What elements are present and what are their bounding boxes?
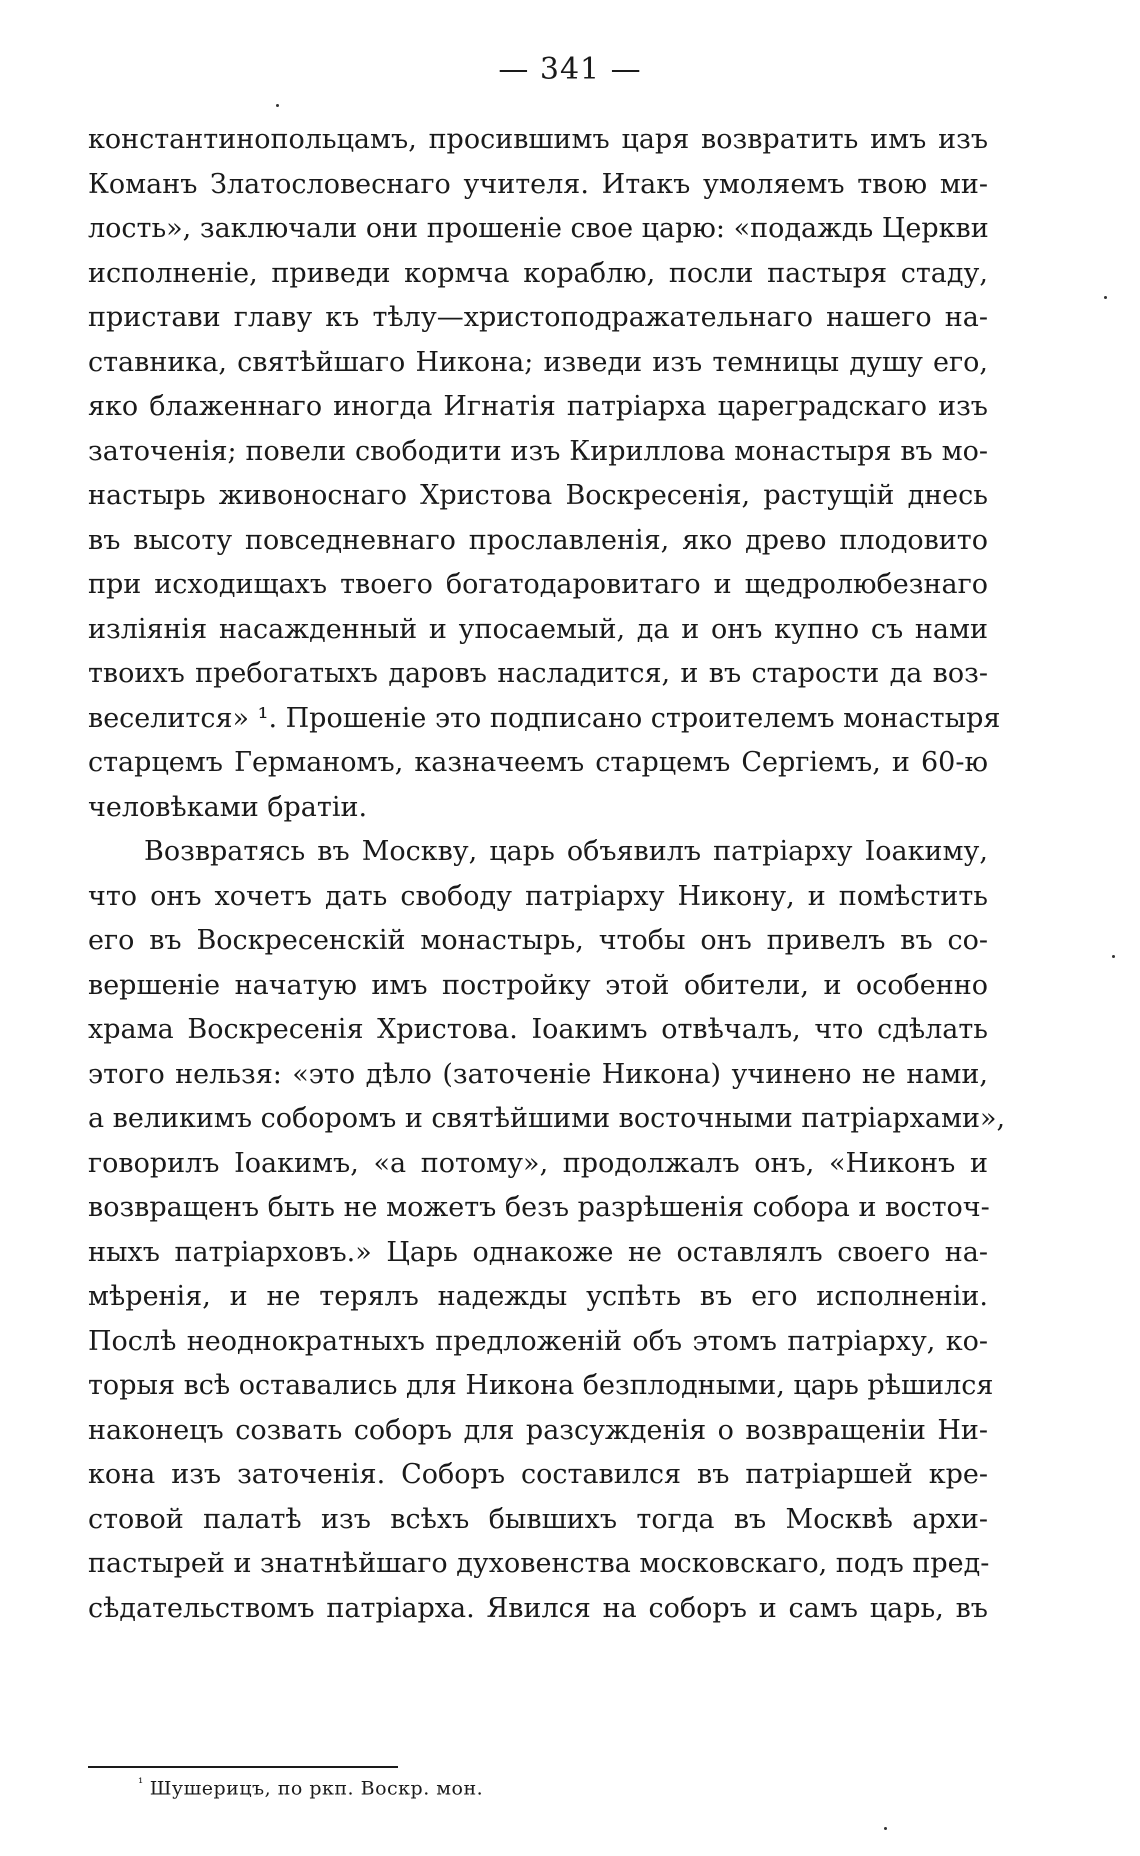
text-line: человѣками братіи. [88, 791, 368, 823]
text-line: твоихъ пребогатыхъ даровъ насладится, и въ старости да воз- [88, 658, 988, 689]
text-line: яко блаженнаго иногда Игнатія патріарха цареградскаго изъ [88, 391, 988, 422]
text-line: константинопольцамъ, просившимъ царя возвратить имъ изъ [88, 124, 988, 155]
text-line: храма Воскресенія Христова. Іоакимъ отвѣчалъ, что сдѣлать [88, 1014, 988, 1045]
text-line: говорилъ Іоакимъ, «а потому», продолжалъ онъ, «Никонъ и [88, 1147, 988, 1179]
text-line: мѣренія, и не терялъ надежды успѣть въ его исполненіи. [88, 1281, 988, 1312]
text-line: сѣдательствомъ патріарха. Явился на соборъ и самъ царь, въ [88, 1592, 988, 1624]
paragraph-2 [88, 830, 1006, 1631]
text-line: торыя всѣ оставались для Никона безплодными, царь рѣшился [88, 1370, 994, 1401]
text-line: веселится» ¹. Прошеніе это подписано строителемъ монастыря [88, 702, 1001, 734]
scan-speck [276, 104, 279, 107]
text-line: возвращенъ быть не можетъ безъ разрѣшенія собора и восточ- [88, 1192, 990, 1223]
footnote-text: Шушерицъ, по ркп. Воскр. мон. [149, 1777, 484, 1800]
footnote-marker: ¹ [138, 1776, 144, 1791]
text-line: при исходищахъ твоего богатодаровитаго и щедролюбезнаго [88, 569, 988, 600]
text-line: старцемъ Германомъ, казначеемъ старцемъ Сергіемъ, и 60-ю [88, 747, 988, 778]
text-line: пастырей и знатнѣйшаго духовенства московскаго, подъ пред- [88, 1548, 990, 1579]
footnote-divider [88, 1766, 398, 1768]
paragraph-1 [88, 118, 1001, 830]
text-line: ставника, святѣйшаго Никона; изведи изъ темницы душу его, [88, 346, 988, 378]
text-line: исполненіе, приведи кормча кораблю, посли пастыря стаду, [88, 257, 988, 289]
text-line: лость», заключали они прошеніе свое царю: «подаждь Церкви [88, 213, 989, 244]
text-line: заточенія; повели свободити изъ Кириллова монастыря въ мо- [88, 435, 988, 467]
scan-speck [1104, 296, 1107, 299]
text-line: Команъ Златословеснаго учителя. Итакъ умоляемъ твою ми- [88, 168, 988, 200]
text-line: пристави главу къ тѣлу—христоподражательнаго нашего на- [88, 302, 988, 333]
text-line: наконецъ созвать соборъ для разсужденія о возвращеніи Ни- [88, 1414, 988, 1446]
text-line: его въ Воскресенскій монастырь, чтобы онъ привелъ въ со- [88, 925, 988, 956]
text-line: стовой палатѣ изъ всѣхъ бывшихъ тогда въ Москвѣ архи- [88, 1503, 988, 1535]
text-line: ныхъ патріарховъ.» Царь однакожe не оставлялъ своего на- [88, 1236, 988, 1268]
text-line: въ высоту повседневнаго прославленія, яко древо плодовито [88, 524, 988, 556]
text-line: кона изъ заточенія. Соборъ составился въ патріаршей кре- [88, 1459, 988, 1490]
text-line: Возвратясь въ Москву, царь объявилъ патріарху Іоакиму, [144, 836, 988, 867]
text-line: настырь живоноснаго Христова Воскресенія, растущій днесь [88, 480, 988, 511]
text-line: а великимъ соборомъ и святѣйшими восточными патріархами», [88, 1103, 1006, 1134]
scan-speck [884, 1827, 887, 1830]
text-line: этого нельзя: «это дѣло (заточеніе Никона) учинено не нами, [88, 1058, 988, 1090]
text-line: что онъ хочетъ дать свободу патріарху Никону, и помѣстить [88, 880, 988, 912]
scan-speck [1112, 955, 1115, 958]
text-line: Послѣ неоднократныхъ предложеній объ этомъ патріарху, ко- [88, 1325, 988, 1357]
page-number: — 341 — [498, 52, 642, 87]
text-line: изліянія насажденный и упосаемый, да и онъ купно съ нами [88, 613, 988, 645]
footnote [138, 1776, 483, 1799]
body-text [88, 118, 1006, 1631]
text-line: вершеніе начатую имъ постройку этой обители, и особенно [88, 969, 988, 1001]
